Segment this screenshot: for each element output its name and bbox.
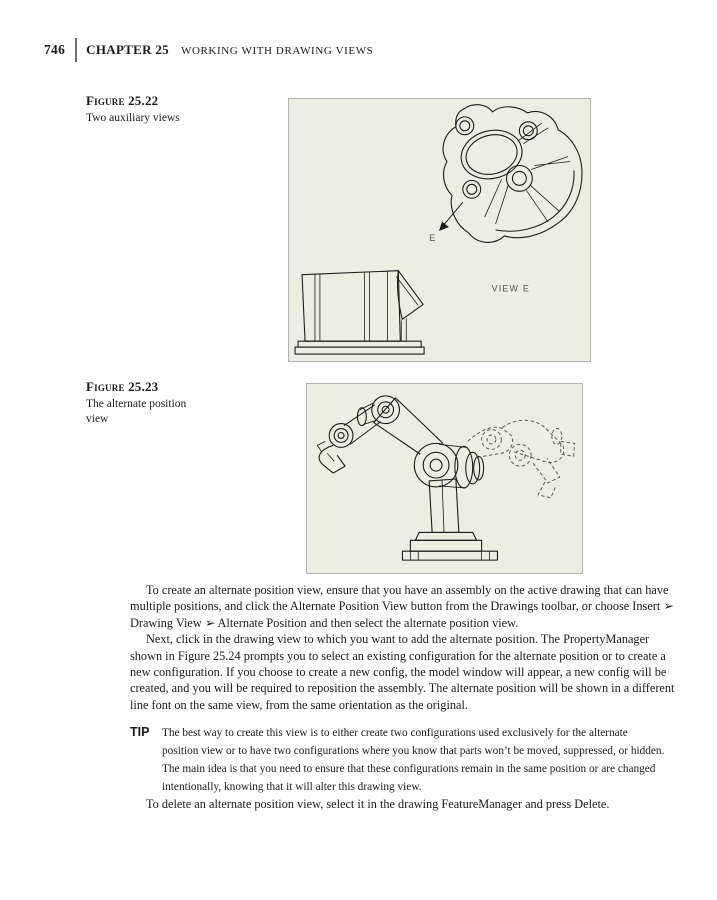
flange-part-drawing xyxy=(443,105,582,243)
robot-solid-position xyxy=(317,396,497,560)
body-text xyxy=(130,582,675,813)
robot-phantom-position xyxy=(468,420,575,497)
running-header xyxy=(44,38,373,62)
figure-25-23-image xyxy=(306,383,583,574)
page-number: 746 xyxy=(44,42,66,57)
tip-block xyxy=(130,724,675,796)
chapter-label: CHAPTER 25 xyxy=(86,42,169,57)
figure-25-22-caption xyxy=(86,93,204,126)
header-divider xyxy=(75,38,77,62)
view-e-label: VIEW E xyxy=(491,283,530,294)
paragraph-create-view: To create an alternate position view, ensure that you have an assembly on the active drawing that can have multiple positions, and click the Alternate Position View button from the Drawings toolbar, or choose Insert ➢ Drawing View ➢ Alternate Position and then select the alternate position view. xyxy=(130,583,674,630)
chapter-title: WORKING WITH DRAWING VIEWS xyxy=(180,44,374,57)
arrowhead-icon xyxy=(439,222,449,231)
figure-25-23-caption xyxy=(86,379,204,427)
figure-25-22-caption-text: Two auxiliary views xyxy=(86,112,180,124)
arrow-label: E xyxy=(429,231,436,243)
paragraph-next-click: Next, click in the drawing view to which you want to add the alternate position. The PropertyManager shown in Figure 25.24 prompts you to select an existing configuration for the alternate position or to create a new configuration. If you choose to create a new config, the model window will appear, a new config will be created, and you will be required to reposition the assembly. The alternate position will be shown in a different line font on the same view, from the same orientation as the original. xyxy=(130,632,675,712)
auxiliary-views-drawing xyxy=(289,99,590,361)
figure-25-23-caption-text: The alternate position view xyxy=(86,398,187,425)
alternate-position-drawing xyxy=(307,384,582,573)
side-view-drawing xyxy=(295,271,424,354)
tip-label: TIP xyxy=(130,725,150,740)
figure-25-22-image xyxy=(288,98,591,362)
figure-25-23-label: Figure 25.23 xyxy=(86,379,159,394)
figure-25-22-label: Figure 25.22 xyxy=(86,93,159,108)
tip-text: The best way to create this view is to either create two configurations used exclusively for the alternate position view or to have two configurations where you know that parts won’t be moved, suppressed, or hidden. The main idea is that you need to ensure that these configurations remain in the same position or are changed intentionally, knowing that it will alter this drawing view. xyxy=(162,727,665,794)
paragraph-delete-view: To delete an alternate position view, select it in the drawing FeatureManager and press Delete. xyxy=(146,797,610,812)
